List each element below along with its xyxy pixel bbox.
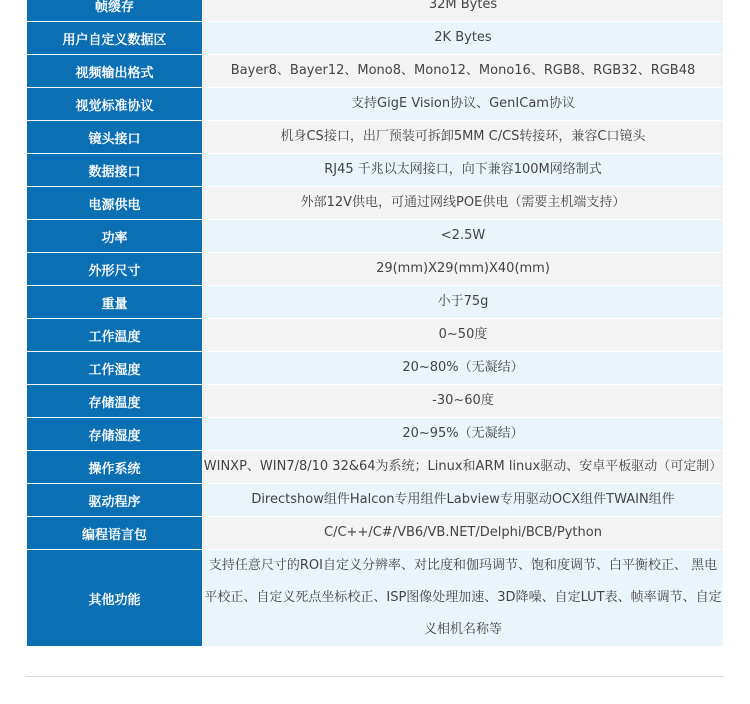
row-label: 其他功能 — [27, 550, 203, 647]
row-label: 帧缓存 — [27, 0, 203, 22]
row-label: 功率 — [27, 220, 203, 253]
table-row — [27, 484, 724, 517]
row-label: 电源供电 — [27, 187, 203, 220]
table-row — [27, 253, 724, 286]
row-value: 外部12V供电，可通过网线POE供电（需要主机端支持） — [203, 187, 724, 220]
row-value: 2K Bytes — [203, 22, 724, 55]
row-value: 支持GigE Vision协议、GenICam协议 — [203, 88, 724, 121]
table-row — [27, 451, 724, 484]
row-label: 存储湿度 — [27, 418, 203, 451]
row-value: 支持任意尺寸的ROI自定义分辨率、对比度和伽玛调节、饱和度调节、白平衡校正、 黑电平校正、自定义死点坐标校正、ISP图像处理加速、3D降噪、自定LUT表、帧率调节、自定义相机名称等 — [203, 550, 724, 647]
row-value: 20~95%（无凝结） — [203, 418, 724, 451]
table-row — [27, 121, 724, 154]
table-row — [27, 286, 724, 319]
row-value: 机身CS接口，出厂预装可拆卸5MM C/CS转接环，兼容C口镜头 — [203, 121, 724, 154]
row-label: 用户自定义数据区 — [27, 22, 203, 55]
table-row — [27, 319, 724, 352]
table-row — [27, 55, 724, 88]
table-row — [27, 88, 724, 121]
row-label: 工作温度 — [27, 319, 203, 352]
row-value: 小于75g — [203, 286, 724, 319]
table-row — [27, 0, 724, 22]
table-row — [27, 418, 724, 451]
table-row — [27, 352, 724, 385]
row-value: Bayer8、Bayer12、Mono8、Mono12、Mono16、RGB8、RGB32、RGB48 — [203, 55, 724, 88]
row-value: C/C++/C#/VB6/VB.NET/Delphi/BCB/Python — [203, 517, 724, 550]
row-label: 重量 — [27, 286, 203, 319]
table-row — [27, 154, 724, 187]
table-row — [27, 385, 724, 418]
table-row — [27, 220, 724, 253]
row-value: -30~60度 — [203, 385, 724, 418]
table-row — [27, 22, 724, 55]
row-label: 外形尺寸 — [27, 253, 203, 286]
table-row — [27, 517, 724, 550]
row-label: 数据接口 — [27, 154, 203, 187]
row-value: 20~80%（无凝结） — [203, 352, 724, 385]
row-value: WINXP、WIN7/8/10 32&64为系统；Linux和ARM linux驱动、安卓平板驱动（可定制） — [203, 451, 724, 484]
table-row — [27, 187, 724, 220]
row-value: 32M Bytes — [203, 0, 724, 22]
row-value: Directshow组件Halcon专用组件Labview专用驱动OCX组件TWAIN组件 — [203, 484, 724, 517]
row-value: RJ45 千兆以太网接口，向下兼容100M网络制式 — [203, 154, 724, 187]
row-label: 编程语言包 — [27, 517, 203, 550]
row-value: 0~50度 — [203, 319, 724, 352]
row-value: <2.5W — [203, 220, 724, 253]
row-label: 操作系统 — [27, 451, 203, 484]
row-label: 驱动程序 — [27, 484, 203, 517]
row-label: 视觉标准协议 — [27, 88, 203, 121]
row-label: 视频输出格式 — [27, 55, 203, 88]
row-value: 29(mm)X29(mm)X40(mm) — [203, 253, 724, 286]
table-row — [27, 550, 724, 647]
row-label: 工作湿度 — [27, 352, 203, 385]
row-label: 镜头接口 — [27, 121, 203, 154]
spec-table — [26, 0, 724, 647]
table-bottom-border — [26, 676, 724, 677]
row-label: 存储温度 — [27, 385, 203, 418]
